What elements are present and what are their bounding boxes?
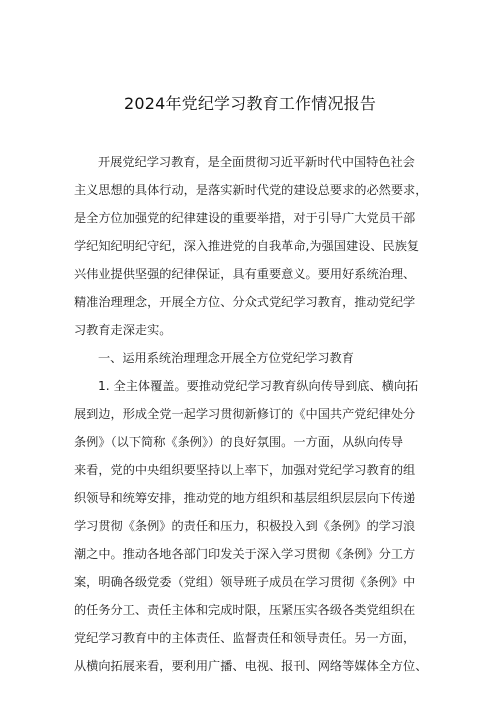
paragraph-line: 展到边，形成全党一起学习贯彻新修订的《中国共产党纪律处分 [74, 407, 416, 421]
paragraph-line: 1. 全主体覆盖。要推动党纪学习教育纵向传导到底、横向拓 [98, 379, 419, 393]
paragraph-line: 开展党纪学习教育，是全面贯彻习近平新时代中国特色社会 [98, 155, 415, 169]
document-title: 2024年党纪学习教育工作情况报告 [123, 94, 377, 113]
paragraph-line: 的任务分工、责任主体和完成时限，压紧压实各级各类党组织在 [74, 603, 416, 617]
paragraph-line: 党纪学习教育中的主体责任、监督责任和领导责任。另一方面， [74, 631, 416, 645]
paragraph-line: 来看，党的中央组织要坚持以上率下，加强对党纪学习教育的组 [74, 463, 416, 477]
paragraph-line: 潮之中。推动各地各部门印发关于深入学习贯彻《条例》分工方 [74, 547, 416, 561]
paragraph-line: 是全方位加强党的纪律建设的重要举措，对于引导广大党员干部 [74, 211, 416, 225]
paragraph-line: 习教育走深走实。 [74, 323, 172, 337]
paragraph-line: 织领导和统筹安排，推动党的地方组织和基层组织层层向下传递 [74, 491, 416, 505]
paragraph-line: 主义思想的具体行动，是落实新时代党的建设总要求的必然要求， [74, 183, 428, 197]
section-heading: 一、运用系统治理理念开展全方位党纪学习教育 [98, 351, 354, 365]
paragraph-line: 案，明确各级党委（党组）领导班子成员在学习贯彻《条例》中 [74, 575, 416, 589]
paragraph-line: 从横向拓展来看，要利用广播、电视、报刊、网络等媒体全方位、 [74, 659, 428, 673]
paragraph-line: 学纪知纪明纪守纪，深入推进党的自我革命,为强国建设、民族复 [74, 239, 420, 253]
paragraph-line: 兴伟业提供坚强的纪律保证，具有重要意义。要用好系统治理、 [74, 267, 416, 281]
paragraph-line: 学习贯彻《条例》的责任和压力，积极投入到《条例》的学习浪 [74, 519, 416, 533]
paragraph-line: 条例》（以下简称《条例》）的良好氛围。一方面，从纵向传导 [74, 435, 404, 449]
paragraph-line: 精准治理理念，开展全方位、分众式党纪学习教育，推动党纪学 [74, 295, 416, 309]
